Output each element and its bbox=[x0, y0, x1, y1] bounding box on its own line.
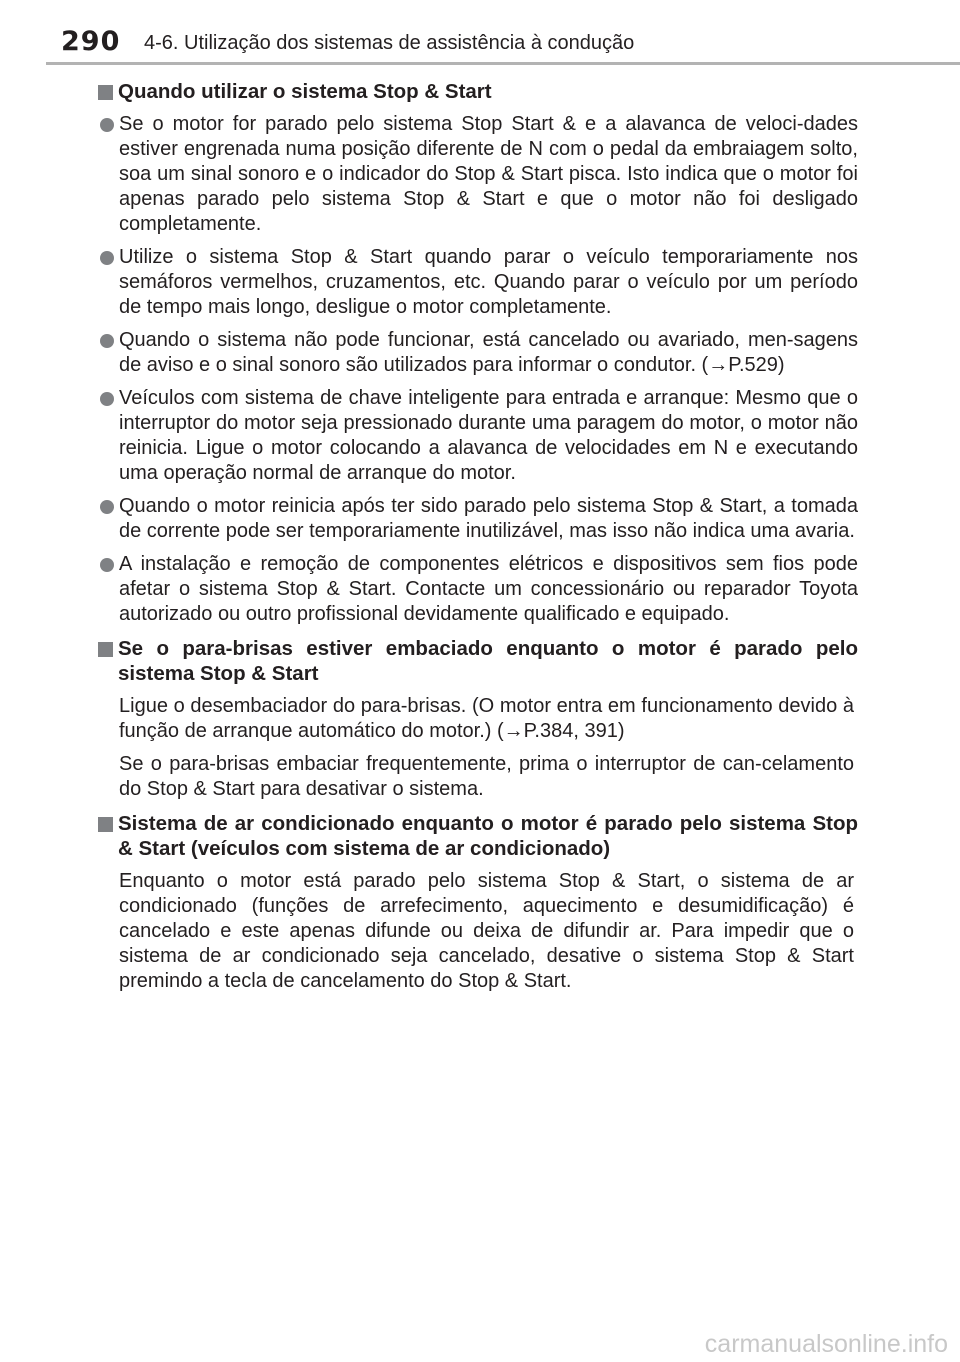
section-title: Sistema de ar condicionado enquanto o motor é parado pelo sistema Stop & Start (veículos com sistema de ar condicionado) bbox=[118, 812, 858, 860]
list-item-text: A instalação e remoção de componentes elétricos e dispositivos sem fios pode afetar o sistema Stop & Start. Contacte um concessionário ou reparador Toyota autorizado ou outro profissional devidamente qualificado e equipado. bbox=[119, 553, 858, 625]
page-content bbox=[98, 79, 858, 1003]
list-item bbox=[98, 245, 858, 320]
list-item-text: Quando o sistema não pode funcionar, está cancelado ou avariado, men-sagens de aviso e o sinal sonoro são utilizados para informar o condutor. (→P.529) bbox=[119, 329, 858, 376]
header-rule bbox=[46, 62, 960, 65]
paragraph: Ligue o desembaciador do para-brisas. (O motor entra em funcionamento devido à função de arranque automático do motor.) (→P.384, 391) bbox=[119, 695, 854, 742]
section-stop-start-usage bbox=[98, 79, 858, 627]
list-item bbox=[98, 494, 858, 544]
page-number: 290 bbox=[61, 26, 121, 57]
list-item bbox=[98, 386, 858, 486]
page-header bbox=[0, 0, 960, 66]
list-item-text: Veículos com sistema de chave inteligente para entrada e arranque: Mesmo que o interruptor do motor seja pressionado durante uma paragem do motor, o motor não reinicia. Ligue o motor colocando a alavanca de velocidades em N e executando uma operação normal de arranque do motor. bbox=[119, 387, 858, 484]
round-bullet-icon bbox=[100, 334, 114, 348]
section-air-conditioning bbox=[98, 811, 858, 994]
section-heading bbox=[98, 79, 858, 104]
round-bullet-icon bbox=[100, 500, 114, 514]
round-bullet-icon bbox=[100, 118, 114, 132]
watermark: carmanualsonline.info bbox=[704, 1330, 948, 1358]
chapter-title: 4-6. Utilização dos sistemas de assistência à condução bbox=[144, 32, 635, 54]
round-bullet-icon bbox=[100, 558, 114, 572]
list-item-text: Se o motor for parado pelo sistema Stop Start & e a alavanca de veloci-dades estiver engrenada numa posição diferente de N com o pedal da embraiagem solto, soa um sinal sonoro e o indicador do Stop & Start pisca. Isto indica que o motor foi apenas parado pelo sistema Stop & Start e que o motor não foi desligado completamente. bbox=[119, 113, 858, 235]
square-bullet-icon bbox=[98, 817, 113, 832]
list-item-text: Quando o motor reinicia após ter sido parado pelo sistema Stop & Start, a tomada de corrente pode ser temporariamente inutilizável, mas isso não indica uma avaria. bbox=[119, 495, 858, 542]
square-bullet-icon bbox=[98, 642, 113, 657]
list-item-text: Utilize o sistema Stop & Start quando parar o veículo temporariamente nos semáforos vermelhos, cruzamentos, etc. Quando parar o veículo por um período de tempo mais longo, desligue o motor completamente. bbox=[119, 246, 858, 318]
section-heading bbox=[98, 636, 858, 686]
section-windshield-fog bbox=[98, 636, 858, 802]
round-bullet-icon bbox=[100, 392, 114, 406]
list-item bbox=[98, 112, 858, 237]
section-title: Se o para-brisas estiver embaciado enquanto o motor é parado pelo sistema Stop & Start bbox=[118, 637, 858, 685]
paragraph: Enquanto o motor está parado pelo sistema Stop & Start, o sistema de ar condicionado (funções de arrefecimento, aquecimento e desumidificação) é cancelado e este apenas difunde ou deixa de difundir ar. Para impedir que o sistema de ar condicionado seja cancelado, desative o sistema Stop & Start premindo a tecla de cancelamento do Stop & Start. bbox=[119, 870, 854, 992]
round-bullet-icon bbox=[100, 251, 114, 265]
list-item bbox=[98, 328, 858, 378]
paragraph: Se o para-brisas embaciar frequentemente, prima o interruptor de can-celamento do Stop & Start para desativar o sistema. bbox=[119, 753, 854, 800]
section-title: Quando utilizar o sistema Stop & Start bbox=[118, 80, 492, 103]
list-item bbox=[98, 552, 858, 627]
square-bullet-icon bbox=[98, 85, 113, 100]
section-heading bbox=[98, 811, 858, 861]
